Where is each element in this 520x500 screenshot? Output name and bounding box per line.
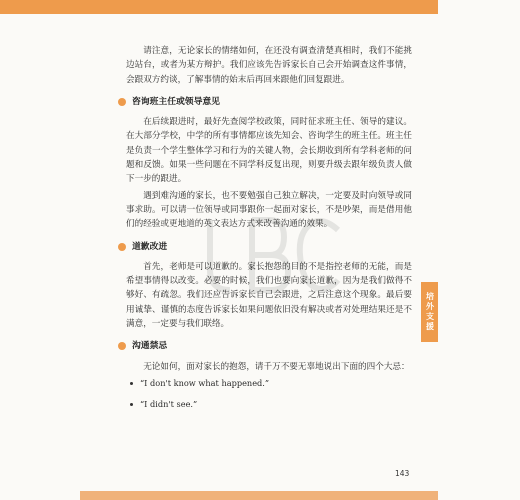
section-title: 道歉改进: [132, 241, 168, 252]
top-decor-band: [0, 0, 438, 14]
main-text: [126, 44, 412, 419]
bullet-dot-icon: [118, 342, 126, 350]
list-item: “I don't know what happened.”: [126, 376, 412, 390]
section-heading-taboos: [126, 339, 412, 353]
section-title: 咨询班主任或领导意见: [132, 96, 220, 107]
bullet-dot-icon: [118, 243, 126, 251]
bottom-decor-band: [80, 491, 438, 500]
chapter-side-tab: 培外支援: [421, 282, 438, 342]
intro-paragraph: 请注意，无论家长的情绪如何，在还没有调查清楚真相时，我们不能挑边站台，或者为某方辩护。我们应该先告诉家长自己会开始调查这件事情，会跟双方约谈，了解事情的始末后再回来跟他们回复跟进。: [126, 46, 412, 85]
section-heading-consult: [126, 95, 412, 109]
section-title: 沟通禁忌: [132, 341, 168, 352]
section1-paragraph-2: 遇到难沟通的家长，也不要勉强自己独立解决，一定要及时向领导或同事求助。可以请一位领导或同事跟你一起面对家长，不是吵架，而是借用他们的经验或更地道的英文表达方式来改善沟通的效果。: [126, 190, 412, 230]
taboo-list: [126, 376, 412, 412]
list-item: “I didn't see.”: [126, 397, 412, 411]
bullet-dot-icon: [118, 98, 126, 106]
section2-paragraph-1: 首先，老师是可以道歉的。家长抱怨的目的不是指控老师的无能，而是希望事情得以改变。必要的时候，我们也要向家长道歉，因为是我们做得不够好、有疏忽。我们还应告诉家长自己会跟进，之后注意这个现象。最后要用诚挚、谨慎的态度告诉家长如果问题依旧没有解决或者对处理结果还是不满意，一定要与我们联络。: [126, 261, 412, 330]
section-heading-apology: [126, 240, 412, 254]
section1-paragraph-1: 在后续跟进时，最好先查阅学校政策，同时征求班主任、领导的建议。在大部分学校，中学的所有事情都应该先知会、咨询学生的班主任。班主任是负责一个学生整体学习和行为的关键人物，会长期收到所有学科老师的问题和反馈。如果一些问题在不同学科反复出现，则要升级去跟年级负责人做下一步的跟进。: [126, 117, 412, 185]
section3-paragraph-1: 无论如何，面对家长的抱怨，请千万不要无辜地说出下面的四个大忌：: [143, 361, 410, 372]
page-number: 143: [395, 469, 410, 478]
